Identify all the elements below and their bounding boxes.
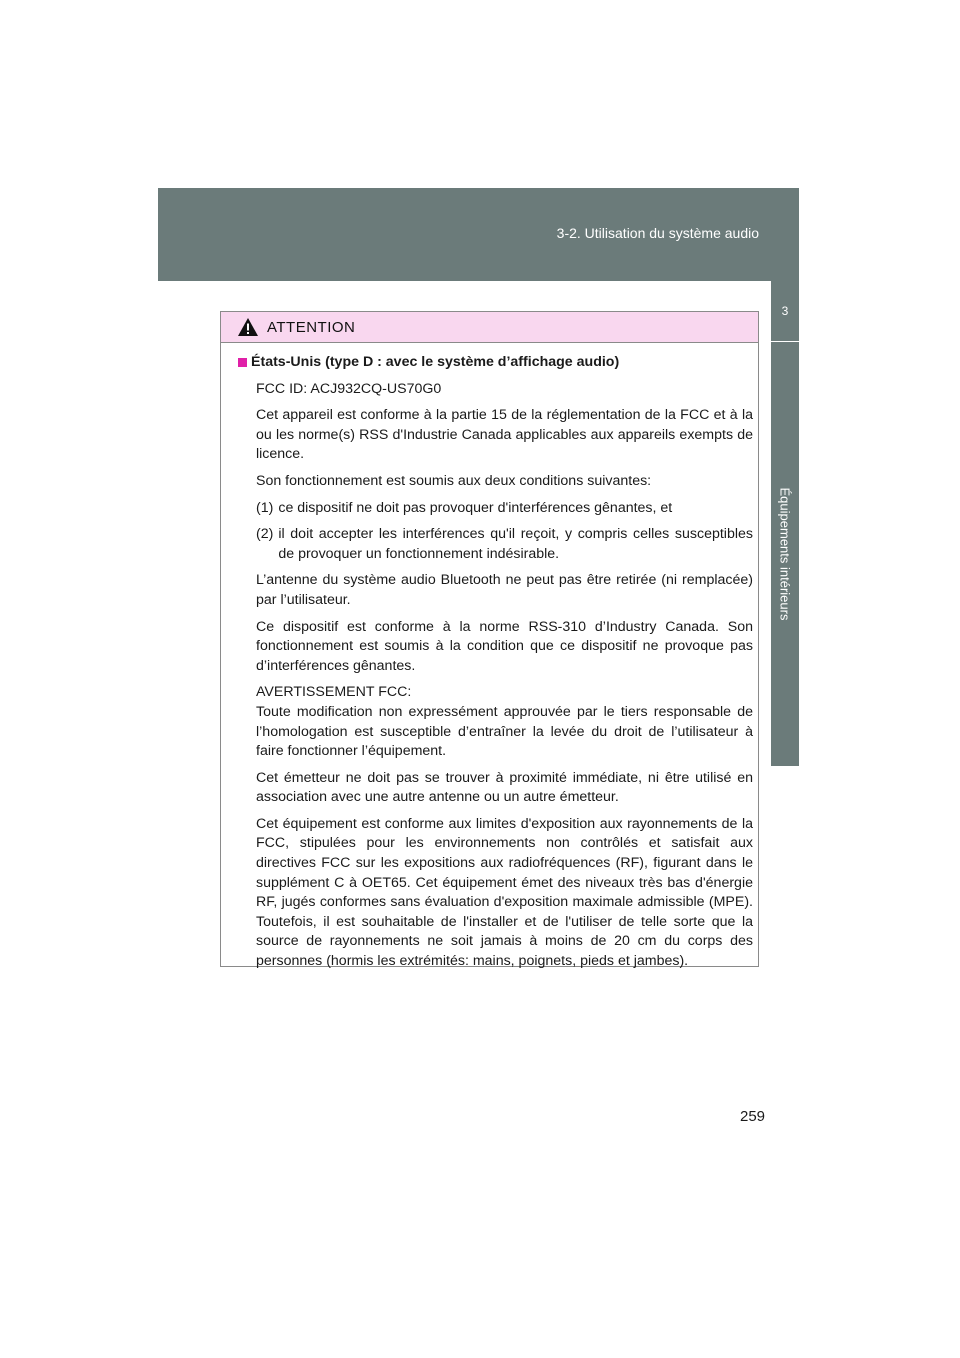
warning-body <box>221 343 758 972</box>
chapter-label: Équipements intérieurs <box>777 487 793 621</box>
paragraph-conditions: Son fonctionnement est soumis aux deux conditions suivantes: <box>256 472 652 489</box>
item-number: (2) <box>256 526 274 543</box>
chapter-number-tab: 3 <box>771 281 799 341</box>
section-title: 3-2. Utilisation du système audio <box>556 225 759 241</box>
subheading-text: États-Unis (type D : avec le système d’affichage audio) <box>251 354 620 370</box>
condition-item-1 <box>256 499 753 519</box>
item-text: il doit accepter les interférences qu'il reçoit, y compris celles susceptibles de provoquer un fonctionnement indésirable. <box>278 526 753 562</box>
fcc-warning-text: Toute modification non expressément approuvée par le tiers responsable de l’homologation est susceptible d’entraîner la levée du droit de l’utilisateur à faire fonctionner l’équipement. <box>256 703 753 760</box>
fcc-id: FCC ID: ACJ932CQ-US70G0 <box>256 380 442 397</box>
warning-box <box>220 311 759 970</box>
warning-header <box>221 312 758 343</box>
paragraph-exposure: Cet équipement est conforme aux limites d'exposition aux rayonnements de la FCC, stipulées pour les environnements non contrôlés et satisfait aux directives FCC sur les expositions aux radiofréquences (RF), figurant dans le supplément C à OET65. Cet équipement émet des niveaux très bas d'énergie RF, jugés conformes sans évaluation d'exposition maximale admissible (MPE). Toutefois, il est souhaitable de l'installer et de l'utiliser de telle sorte que la source de rayonnements ne soit jamais à moins de 20 cm du corps des personnes (hormis les extrémités: mains, poignets, pieds et jambes). <box>256 815 753 970</box>
item-number: (1) <box>256 499 274 516</box>
paragraph-rss310: Ce dispositif est conforme à la norme RSS-310 d’Industry Canada. Son fonctionnement est soumis à la condition que ce dispositif ne provoque pas d’interférences gênantes. <box>256 618 753 674</box>
fcc-warning-block <box>256 683 753 761</box>
item-text: ce dispositif ne doit pas provoquer d'interférences gênantes, et <box>278 499 673 516</box>
warning-title: ATTENTION <box>267 318 356 336</box>
square-bullet-icon <box>238 358 247 367</box>
header-band <box>158 188 799 281</box>
condition-item-2 <box>256 525 753 564</box>
chapter-label-tab <box>771 342 799 766</box>
warning-triangle-icon <box>237 317 259 337</box>
paragraph-compliance: Cet appareil est conforme à la partie 15 de la réglementation de la FCC et à la ou les norme(s) RSS d'Industrie Canada applicables aux appareils exempts de licence. <box>256 407 753 463</box>
page-number: 259 <box>740 1108 766 1125</box>
fcc-warning-heading: AVERTISSEMENT FCC: <box>256 684 412 701</box>
paragraph-antenna: L’antenne du système audio Bluetooth ne peut pas être retirée (ni remplacée) par l’utilisateur. <box>256 572 753 608</box>
warning-subheading <box>238 353 753 373</box>
paragraph-transmitter: Cet émetteur ne doit pas se trouver à proximité immédiate, ni être utilisé en association avec une autre antenne ou un autre émetteur. <box>256 769 753 806</box>
